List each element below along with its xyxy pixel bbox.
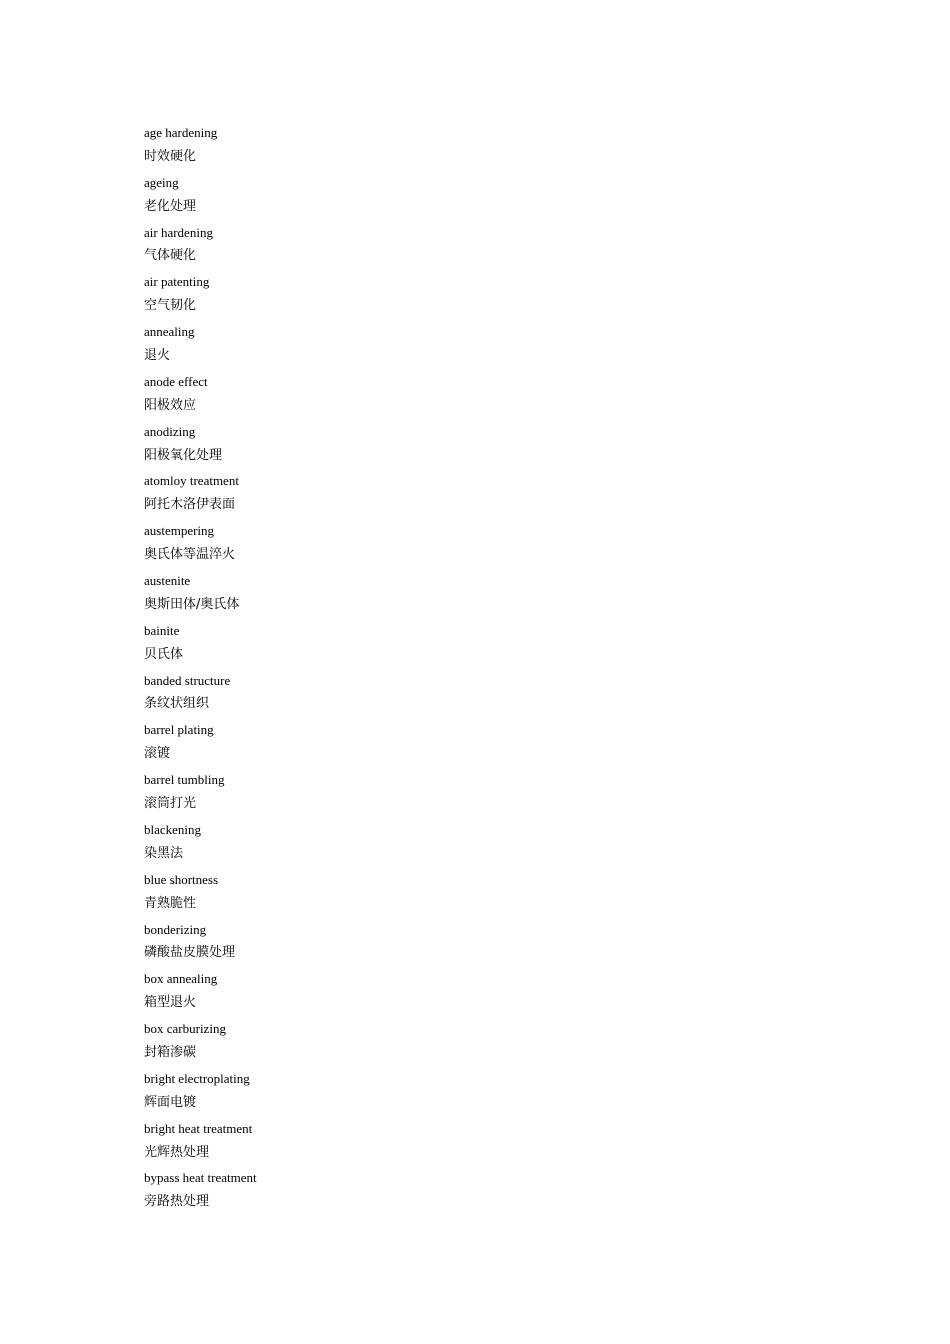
glossary-entry (144, 717, 844, 767)
english-term: air hardening (144, 224, 213, 240)
english-term: bainite (144, 622, 180, 638)
glossary-entry (144, 618, 844, 668)
glossary-entry (144, 369, 844, 419)
chinese-term: 旁路热处理 (144, 1194, 210, 1210)
glossary-entry (144, 518, 844, 568)
english-term: anodizing (144, 423, 196, 439)
english-term: box annealing (144, 971, 218, 987)
english-term: air patenting (144, 274, 210, 290)
glossary-entry (144, 767, 844, 817)
glossary-entry (144, 419, 844, 469)
english-term: box carburizing (144, 1021, 226, 1037)
chinese-term: 封箱渗碳 (144, 1044, 197, 1060)
english-term: bright heat treatment (144, 1120, 253, 1136)
english-term: age hardening (144, 125, 218, 140)
english-term: bypass heat treatment (144, 1170, 257, 1186)
glossary-entry (144, 468, 844, 518)
glossary-entry (144, 1016, 844, 1066)
chinese-term: 时效硬化 (144, 148, 197, 164)
glossary-list (144, 120, 844, 1215)
english-term: banded structure (144, 672, 231, 688)
glossary-entry (144, 319, 844, 369)
chinese-term: 辉面电镀 (144, 1094, 197, 1110)
english-term: ageing (144, 174, 179, 190)
chinese-term: 磷酸盐皮膜处理 (144, 945, 236, 961)
chinese-term: 气体硬化 (144, 248, 197, 264)
glossary-entry (144, 1165, 844, 1215)
chinese-term: 条纹状组织 (144, 696, 210, 712)
glossary-entry (144, 1116, 844, 1166)
english-term: bright electroplating (144, 1070, 250, 1086)
english-term: barrel tumbling (144, 772, 225, 788)
chinese-term: 老化处理 (144, 198, 197, 214)
english-term: austempering (144, 523, 215, 539)
chinese-term: 滚镀 (144, 746, 171, 762)
glossary-entry (144, 1066, 844, 1116)
glossary-entry (144, 668, 844, 718)
glossary-entry (144, 867, 844, 917)
chinese-term: 阿托木洛伊表面 (144, 497, 236, 513)
chinese-term: 阳极氧化处理 (144, 447, 223, 463)
chinese-term: 青熟脆性 (144, 895, 197, 911)
chinese-term: 阳极效应 (144, 397, 197, 413)
chinese-term: 光辉热处理 (144, 1144, 210, 1160)
glossary-entry (144, 817, 844, 867)
english-term: anode effect (144, 373, 208, 389)
english-term: blackening (144, 821, 202, 837)
glossary-entry (144, 220, 844, 270)
glossary-entry (144, 269, 844, 319)
chinese-term: 奥氏体等温淬火 (144, 547, 236, 563)
glossary-entry (144, 568, 844, 618)
chinese-term: 滚筒打光 (144, 796, 197, 812)
english-term: annealing (144, 324, 195, 340)
glossary-entry (144, 170, 844, 220)
english-term: bonderizing (144, 921, 207, 937)
chinese-term: 奥斯田体/奥氏体 (144, 596, 240, 612)
chinese-term: 染黑法 (144, 845, 184, 861)
glossary-entry (144, 917, 844, 967)
chinese-term: 退火 (144, 348, 171, 364)
english-term: barrel plating (144, 722, 214, 738)
glossary-entry (144, 966, 844, 1016)
chinese-term: 空气韧化 (144, 298, 197, 314)
glossary-entry (144, 120, 844, 170)
chinese-term: 贝氏体 (144, 646, 184, 662)
english-term: blue shortness (144, 871, 219, 887)
english-term: austenite (144, 573, 191, 589)
chinese-term: 箱型退火 (144, 995, 197, 1011)
english-term: atomloy treatment (144, 473, 239, 489)
